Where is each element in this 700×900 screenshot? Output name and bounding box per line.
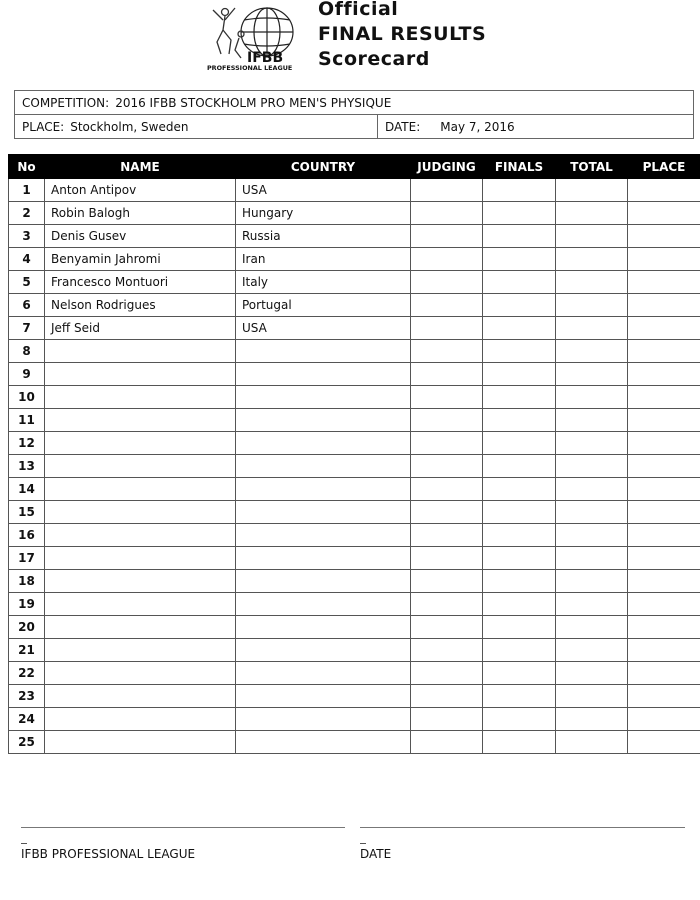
cell-place[interactable] bbox=[628, 248, 700, 271]
cell-no: 1 bbox=[9, 179, 45, 202]
cell-judging[interactable] bbox=[411, 639, 483, 662]
cell-judging[interactable] bbox=[411, 616, 483, 639]
cell-finals[interactable] bbox=[483, 202, 556, 225]
cell-finals[interactable] bbox=[483, 225, 556, 248]
cell-no: 19 bbox=[9, 593, 45, 616]
place-date-row bbox=[15, 114, 693, 138]
cell-no: 14 bbox=[9, 478, 45, 501]
table-row bbox=[9, 179, 700, 202]
table-row bbox=[9, 248, 700, 271]
title-line-official: Official bbox=[318, 0, 399, 20]
cell-country[interactable] bbox=[236, 593, 411, 616]
cell-total[interactable] bbox=[556, 662, 628, 685]
cell-country[interactable]: Portugal bbox=[236, 294, 411, 317]
competition-value: 2016 IFBB STOCKHOLM PRO MEN'S PHYSIQUE bbox=[115, 95, 392, 110]
athlete-figures-icon bbox=[213, 8, 244, 58]
cell-name[interactable] bbox=[45, 501, 236, 524]
cell-judging[interactable] bbox=[411, 363, 483, 386]
cell-finals[interactable] bbox=[483, 179, 556, 202]
cell-finals[interactable] bbox=[483, 317, 556, 340]
table-row bbox=[9, 662, 700, 685]
cell-judging[interactable] bbox=[411, 547, 483, 570]
cell-no: 11 bbox=[9, 409, 45, 432]
cell-judging[interactable] bbox=[411, 248, 483, 271]
cell-no: 8 bbox=[9, 340, 45, 363]
cell-name[interactable]: Denis Gusev bbox=[45, 225, 236, 248]
cell-no: 13 bbox=[9, 455, 45, 478]
cell-name[interactable] bbox=[45, 340, 236, 363]
cell-country[interactable] bbox=[236, 363, 411, 386]
cell-name[interactable] bbox=[45, 432, 236, 455]
cell-total[interactable] bbox=[556, 524, 628, 547]
cell-place[interactable] bbox=[628, 501, 700, 524]
cell-total[interactable] bbox=[556, 409, 628, 432]
cell-total[interactable] bbox=[556, 708, 628, 731]
cell-name[interactable] bbox=[45, 363, 236, 386]
cell-name[interactable] bbox=[45, 639, 236, 662]
signature-line-date[interactable] bbox=[360, 827, 685, 828]
cell-no: 12 bbox=[9, 432, 45, 455]
table-row bbox=[9, 478, 700, 501]
cell-name[interactable] bbox=[45, 570, 236, 593]
table-row bbox=[9, 547, 700, 570]
cell-name[interactable] bbox=[45, 478, 236, 501]
cell-no: 15 bbox=[9, 501, 45, 524]
table-row bbox=[9, 616, 700, 639]
cell-total[interactable] bbox=[556, 294, 628, 317]
cell-no: 5 bbox=[9, 271, 45, 294]
cell-place[interactable] bbox=[628, 685, 700, 708]
cell-no: 7 bbox=[9, 317, 45, 340]
cell-total[interactable] bbox=[556, 386, 628, 409]
cell-finals[interactable] bbox=[483, 501, 556, 524]
table-row bbox=[9, 271, 700, 294]
cell-judging[interactable] bbox=[411, 432, 483, 455]
cell-total[interactable] bbox=[556, 271, 628, 294]
table-row bbox=[9, 340, 700, 363]
cell-finals[interactable] bbox=[483, 248, 556, 271]
table-row bbox=[9, 731, 700, 754]
cell-finals[interactable] bbox=[483, 547, 556, 570]
cell-place[interactable] bbox=[628, 179, 700, 202]
cell-place[interactable] bbox=[628, 478, 700, 501]
cell-name[interactable]: Robin Balogh bbox=[45, 202, 236, 225]
cell-total[interactable] bbox=[556, 593, 628, 616]
table-row bbox=[9, 202, 700, 225]
cell-country[interactable] bbox=[236, 708, 411, 731]
cell-country[interactable] bbox=[236, 547, 411, 570]
cell-judging[interactable] bbox=[411, 501, 483, 524]
cell-name[interactable] bbox=[45, 455, 236, 478]
cell-total[interactable] bbox=[556, 501, 628, 524]
cell-finals[interactable] bbox=[483, 731, 556, 754]
signature-label-date: DATE bbox=[360, 847, 392, 861]
cell-name[interactable]: Nelson Rodrigues bbox=[45, 294, 236, 317]
table-row bbox=[9, 386, 700, 409]
cell-place[interactable] bbox=[628, 271, 700, 294]
signature-label-league: IFBB PROFESSIONAL LEAGUE bbox=[21, 847, 196, 861]
cell-place[interactable] bbox=[628, 225, 700, 248]
table-row bbox=[9, 294, 700, 317]
table-row bbox=[9, 639, 700, 662]
cell-judging[interactable] bbox=[411, 455, 483, 478]
cell-place[interactable] bbox=[628, 363, 700, 386]
table-row bbox=[9, 708, 700, 731]
cell-finals[interactable] bbox=[483, 616, 556, 639]
cell-no: 20 bbox=[9, 616, 45, 639]
cell-place[interactable] bbox=[628, 593, 700, 616]
table-row bbox=[9, 317, 700, 340]
cell-place[interactable] bbox=[628, 570, 700, 593]
cell-judging[interactable] bbox=[411, 179, 483, 202]
cell-name[interactable] bbox=[45, 616, 236, 639]
cell-place[interactable] bbox=[628, 662, 700, 685]
cell-name[interactable] bbox=[45, 547, 236, 570]
cell-total[interactable] bbox=[556, 478, 628, 501]
cell-finals[interactable] bbox=[483, 570, 556, 593]
cell-country[interactable]: USA bbox=[236, 179, 411, 202]
date-label: DATE: bbox=[385, 119, 421, 134]
cell-place[interactable] bbox=[628, 524, 700, 547]
cell-name[interactable] bbox=[45, 685, 236, 708]
cell-country[interactable] bbox=[236, 501, 411, 524]
globe-icon bbox=[205, 2, 307, 72]
cell-name[interactable]: Francesco Montuori bbox=[45, 271, 236, 294]
signature-line-league[interactable] bbox=[21, 827, 345, 828]
cell-name[interactable]: Jeff Seid bbox=[45, 317, 236, 340]
table-row bbox=[9, 501, 700, 524]
cell-finals[interactable] bbox=[483, 524, 556, 547]
cell-place[interactable] bbox=[628, 616, 700, 639]
table-row bbox=[9, 593, 700, 616]
cell-judging[interactable] bbox=[411, 386, 483, 409]
cell-total[interactable] bbox=[556, 731, 628, 754]
cell-judging[interactable] bbox=[411, 685, 483, 708]
cell-no: 2 bbox=[9, 202, 45, 225]
cell-finals[interactable] bbox=[483, 708, 556, 731]
cell-finals[interactable] bbox=[483, 386, 556, 409]
page-title bbox=[318, 0, 486, 72]
cell-no: 10 bbox=[9, 386, 45, 409]
cell-finals[interactable] bbox=[483, 294, 556, 317]
cell-total[interactable] bbox=[556, 455, 628, 478]
cell-total[interactable] bbox=[556, 432, 628, 455]
place-label: PLACE: bbox=[22, 119, 65, 134]
cell-no: 16 bbox=[9, 524, 45, 547]
cell-place[interactable] bbox=[628, 409, 700, 432]
title-line-final-results: FINAL RESULTS bbox=[318, 23, 487, 45]
cell-name[interactable] bbox=[45, 386, 236, 409]
cell-country[interactable]: Russia bbox=[236, 225, 411, 248]
cell-name[interactable] bbox=[45, 409, 236, 432]
cell-judging[interactable] bbox=[411, 340, 483, 363]
cell-total[interactable] bbox=[556, 570, 628, 593]
table-header-row bbox=[9, 155, 700, 179]
cell-judging[interactable] bbox=[411, 409, 483, 432]
column-header-total: TOTAL bbox=[556, 155, 628, 179]
cell-finals[interactable] bbox=[483, 639, 556, 662]
cell-place[interactable] bbox=[628, 639, 700, 662]
cell-total[interactable] bbox=[556, 363, 628, 386]
cell-no: 9 bbox=[9, 363, 45, 386]
cell-place[interactable] bbox=[628, 708, 700, 731]
column-header-finals: FINALS bbox=[483, 155, 556, 179]
cell-total[interactable] bbox=[556, 179, 628, 202]
table-row bbox=[9, 524, 700, 547]
cell-finals[interactable] bbox=[483, 455, 556, 478]
cell-no: 25 bbox=[9, 731, 45, 754]
cell-judging[interactable] bbox=[411, 225, 483, 248]
column-header-place: PLACE bbox=[628, 155, 700, 179]
cell-place[interactable] bbox=[628, 547, 700, 570]
cell-country[interactable] bbox=[236, 570, 411, 593]
cell-no: 18 bbox=[9, 570, 45, 593]
cell-no: 22 bbox=[9, 662, 45, 685]
cell-no: 24 bbox=[9, 708, 45, 731]
cell-total[interactable] bbox=[556, 248, 628, 271]
column-header-name: NAME bbox=[45, 155, 236, 179]
cell-judging[interactable] bbox=[411, 593, 483, 616]
cell-name[interactable] bbox=[45, 524, 236, 547]
cell-judging[interactable] bbox=[411, 271, 483, 294]
table-row bbox=[9, 685, 700, 708]
cell-judging[interactable] bbox=[411, 662, 483, 685]
cell-no: 3 bbox=[9, 225, 45, 248]
cell-name[interactable]: Anton Antipov bbox=[45, 179, 236, 202]
column-header-judging: JUDGING bbox=[411, 155, 483, 179]
cell-judging[interactable] bbox=[411, 478, 483, 501]
cell-finals[interactable] bbox=[483, 593, 556, 616]
cell-finals[interactable] bbox=[483, 340, 556, 363]
cell-country[interactable] bbox=[236, 478, 411, 501]
table-row bbox=[9, 432, 700, 455]
cell-no: 6 bbox=[9, 294, 45, 317]
cell-finals[interactable] bbox=[483, 363, 556, 386]
cell-judging[interactable] bbox=[411, 317, 483, 340]
cell-finals[interactable] bbox=[483, 662, 556, 685]
date-value: May 7, 2016 bbox=[440, 119, 515, 134]
results-table bbox=[8, 154, 700, 754]
cell-country[interactable]: Iran bbox=[236, 248, 411, 271]
cell-judging[interactable] bbox=[411, 294, 483, 317]
cell-country[interactable] bbox=[236, 662, 411, 685]
cell-total[interactable] bbox=[556, 317, 628, 340]
cell-name[interactable] bbox=[45, 662, 236, 685]
cell-no: 23 bbox=[9, 685, 45, 708]
place-value: Stockholm, Sweden bbox=[70, 119, 189, 134]
cell-country[interactable] bbox=[236, 386, 411, 409]
cell-judging[interactable] bbox=[411, 708, 483, 731]
cell-total[interactable] bbox=[556, 202, 628, 225]
table-row bbox=[9, 225, 700, 248]
cell-total[interactable] bbox=[556, 685, 628, 708]
cell-place[interactable] bbox=[628, 340, 700, 363]
cell-country[interactable] bbox=[236, 432, 411, 455]
cell-finals[interactable] bbox=[483, 685, 556, 708]
table-row bbox=[9, 363, 700, 386]
cell-no: 21 bbox=[9, 639, 45, 662]
column-header-no: No bbox=[9, 155, 45, 179]
cell-place[interactable] bbox=[628, 432, 700, 455]
cell-total[interactable] bbox=[556, 225, 628, 248]
cell-finals[interactable] bbox=[483, 432, 556, 455]
svg-text:IFBB: IFBB bbox=[247, 50, 284, 66]
cell-country[interactable]: Italy bbox=[236, 271, 411, 294]
cell-name[interactable] bbox=[45, 731, 236, 754]
table-row bbox=[9, 570, 700, 593]
cell-judging[interactable] bbox=[411, 202, 483, 225]
column-header-country: COUNTRY bbox=[236, 155, 411, 179]
cell-no: 4 bbox=[9, 248, 45, 271]
cell-total[interactable] bbox=[556, 340, 628, 363]
cell-place[interactable] bbox=[628, 294, 700, 317]
cell-judging[interactable] bbox=[411, 570, 483, 593]
cell-country[interactable]: USA bbox=[236, 317, 411, 340]
cell-country[interactable] bbox=[236, 639, 411, 662]
competition-label: COMPETITION: bbox=[22, 95, 110, 110]
cell-name[interactable] bbox=[45, 708, 236, 731]
cell-place[interactable] bbox=[628, 317, 700, 340]
table-row bbox=[9, 455, 700, 478]
cell-judging[interactable] bbox=[411, 524, 483, 547]
svg-text:PROFESSIONAL LEAGUE: PROFESSIONAL LEAGUE bbox=[207, 64, 293, 72]
cell-total[interactable] bbox=[556, 547, 628, 570]
cell-country[interactable] bbox=[236, 685, 411, 708]
cell-finals[interactable] bbox=[483, 478, 556, 501]
cell-country[interactable]: Hungary bbox=[236, 202, 411, 225]
cell-place[interactable] bbox=[628, 386, 700, 409]
cell-place[interactable] bbox=[628, 455, 700, 478]
cell-name[interactable]: Benyamin Jahromi bbox=[45, 248, 236, 271]
cell-country[interactable] bbox=[236, 731, 411, 754]
cell-country[interactable] bbox=[236, 455, 411, 478]
cell-judging[interactable] bbox=[411, 731, 483, 754]
cell-total[interactable] bbox=[556, 639, 628, 662]
cell-finals[interactable] bbox=[483, 409, 556, 432]
competition-row bbox=[15, 91, 693, 114]
cell-finals[interactable] bbox=[483, 271, 556, 294]
title-line-scorecard: Scorecard bbox=[318, 48, 430, 70]
ifbb-logo bbox=[205, 2, 307, 72]
table-row bbox=[9, 409, 700, 432]
cell-place[interactable] bbox=[628, 731, 700, 754]
cell-no: 17 bbox=[9, 547, 45, 570]
cell-country[interactable] bbox=[236, 340, 411, 363]
cell-country[interactable] bbox=[236, 524, 411, 547]
cell-total[interactable] bbox=[556, 616, 628, 639]
cell-country[interactable] bbox=[236, 616, 411, 639]
cell-name[interactable] bbox=[45, 593, 236, 616]
cell-country[interactable] bbox=[236, 409, 411, 432]
cell-place[interactable] bbox=[628, 202, 700, 225]
competition-info-box bbox=[14, 90, 694, 139]
